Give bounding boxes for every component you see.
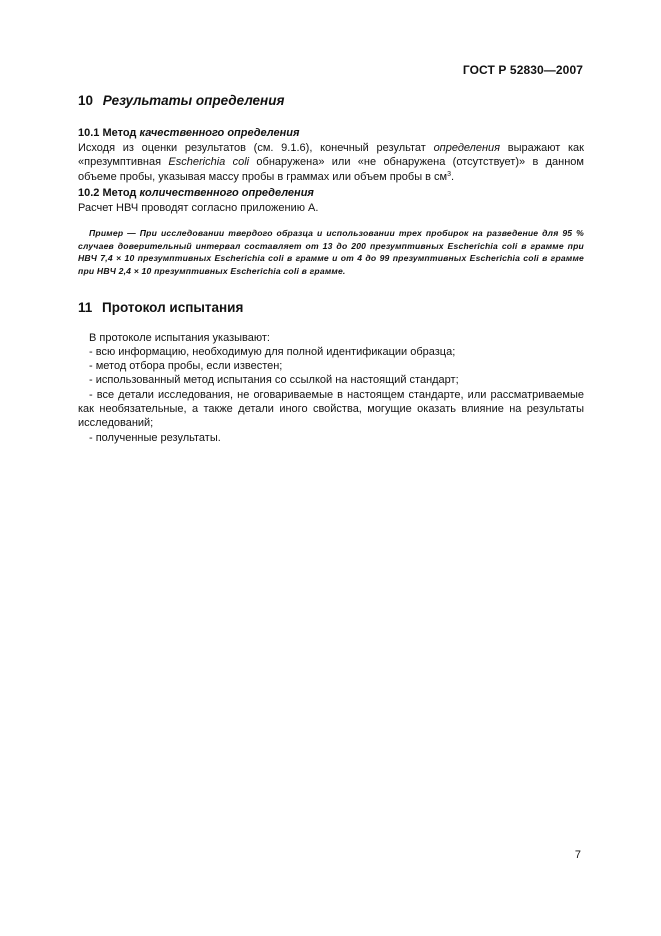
section-10-number: 10 — [78, 93, 94, 108]
subsection-10-2-text: Расчет НВЧ проводят согласно приложению А. — [78, 201, 319, 214]
list-item: - все детали исследования, не оговариваемые в настоящем стандарте, или рассматриваемые как необязательные, а также детали иного свойства, могущие оказать влияние на результаты исследований; — [78, 388, 584, 430]
section-10-heading — [78, 93, 584, 108]
superscript: 3 — [447, 170, 452, 178]
list-item: - полученные результаты. — [89, 431, 221, 444]
section-11-title: Протокол испытания — [102, 299, 244, 315]
example-lead: Пример — — [89, 228, 136, 239]
subsection-10-1 — [78, 126, 584, 184]
subsection-10-1-number: 10.1 — [78, 127, 100, 139]
text-fragment: выражают как «презумптивная — [78, 142, 584, 169]
subsection-10-2-label: Метод — [102, 186, 137, 199]
section-10 — [78, 93, 584, 278]
subsection-10-1-label: Метод — [102, 127, 137, 139]
page-number: 7 — [574, 849, 581, 861]
text-fragment: Исходя из оценки результатов (см. 9.1.6), конечный результат — [78, 142, 434, 154]
list-item: - метод отбора пробы, если известен; — [89, 360, 283, 373]
subsection-10-2-number: 10.2 — [78, 186, 100, 199]
species-name: Escherichia coli — [168, 156, 250, 169]
text-fragment-italic: определения — [433, 142, 501, 154]
subsection-10-2-heading — [78, 186, 584, 201]
section-11-number: 11 — [78, 299, 93, 315]
section-11-body — [78, 331, 584, 445]
list-item: - всю информацию, необходимую для полной идентификации образца; — [89, 345, 456, 358]
text-fragment: обнаружена» или «не обнаружена (отсутствует)» в данном объеме пробы, указывая массу пробы в граммах или объем пробы в см — [78, 156, 584, 183]
document-code: ГОСТ Р 52830—2007 — [462, 63, 583, 77]
list-item: - использованный метод испытания со ссылкой на настоящий стандарт; — [89, 374, 459, 387]
section-11-heading — [78, 300, 584, 315]
section-11-intro: В протоколе испытания указывают: — [89, 331, 270, 344]
text-fragment: . — [451, 170, 455, 183]
subsection-10-1-heading — [78, 126, 584, 141]
subsection-10-1-label-italic: качественного определения — [139, 127, 300, 139]
subsection-10-2-label-italic: количественного определения — [139, 186, 314, 199]
section-11 — [78, 300, 584, 445]
example-note — [78, 227, 584, 277]
section-10-title: Результаты определения — [102, 93, 285, 108]
example-text: При исследовании твердого образца и использовании трех пробирок на разведение для 95 % случаев доверительный интервал составляет от 13 до 200 презумптивных Escherichia coli в грамме при НВЧ 7,4 × 10 презумптивных Escherichia coli в грамме и от 4 до 99 презумптивных Escherichia coli в грамме при НВЧ 2,4 × 10 презумптивных Escherichia coli в грамме. — [78, 228, 584, 276]
page-content — [78, 93, 584, 445]
subsection-10-1-text — [78, 141, 584, 184]
